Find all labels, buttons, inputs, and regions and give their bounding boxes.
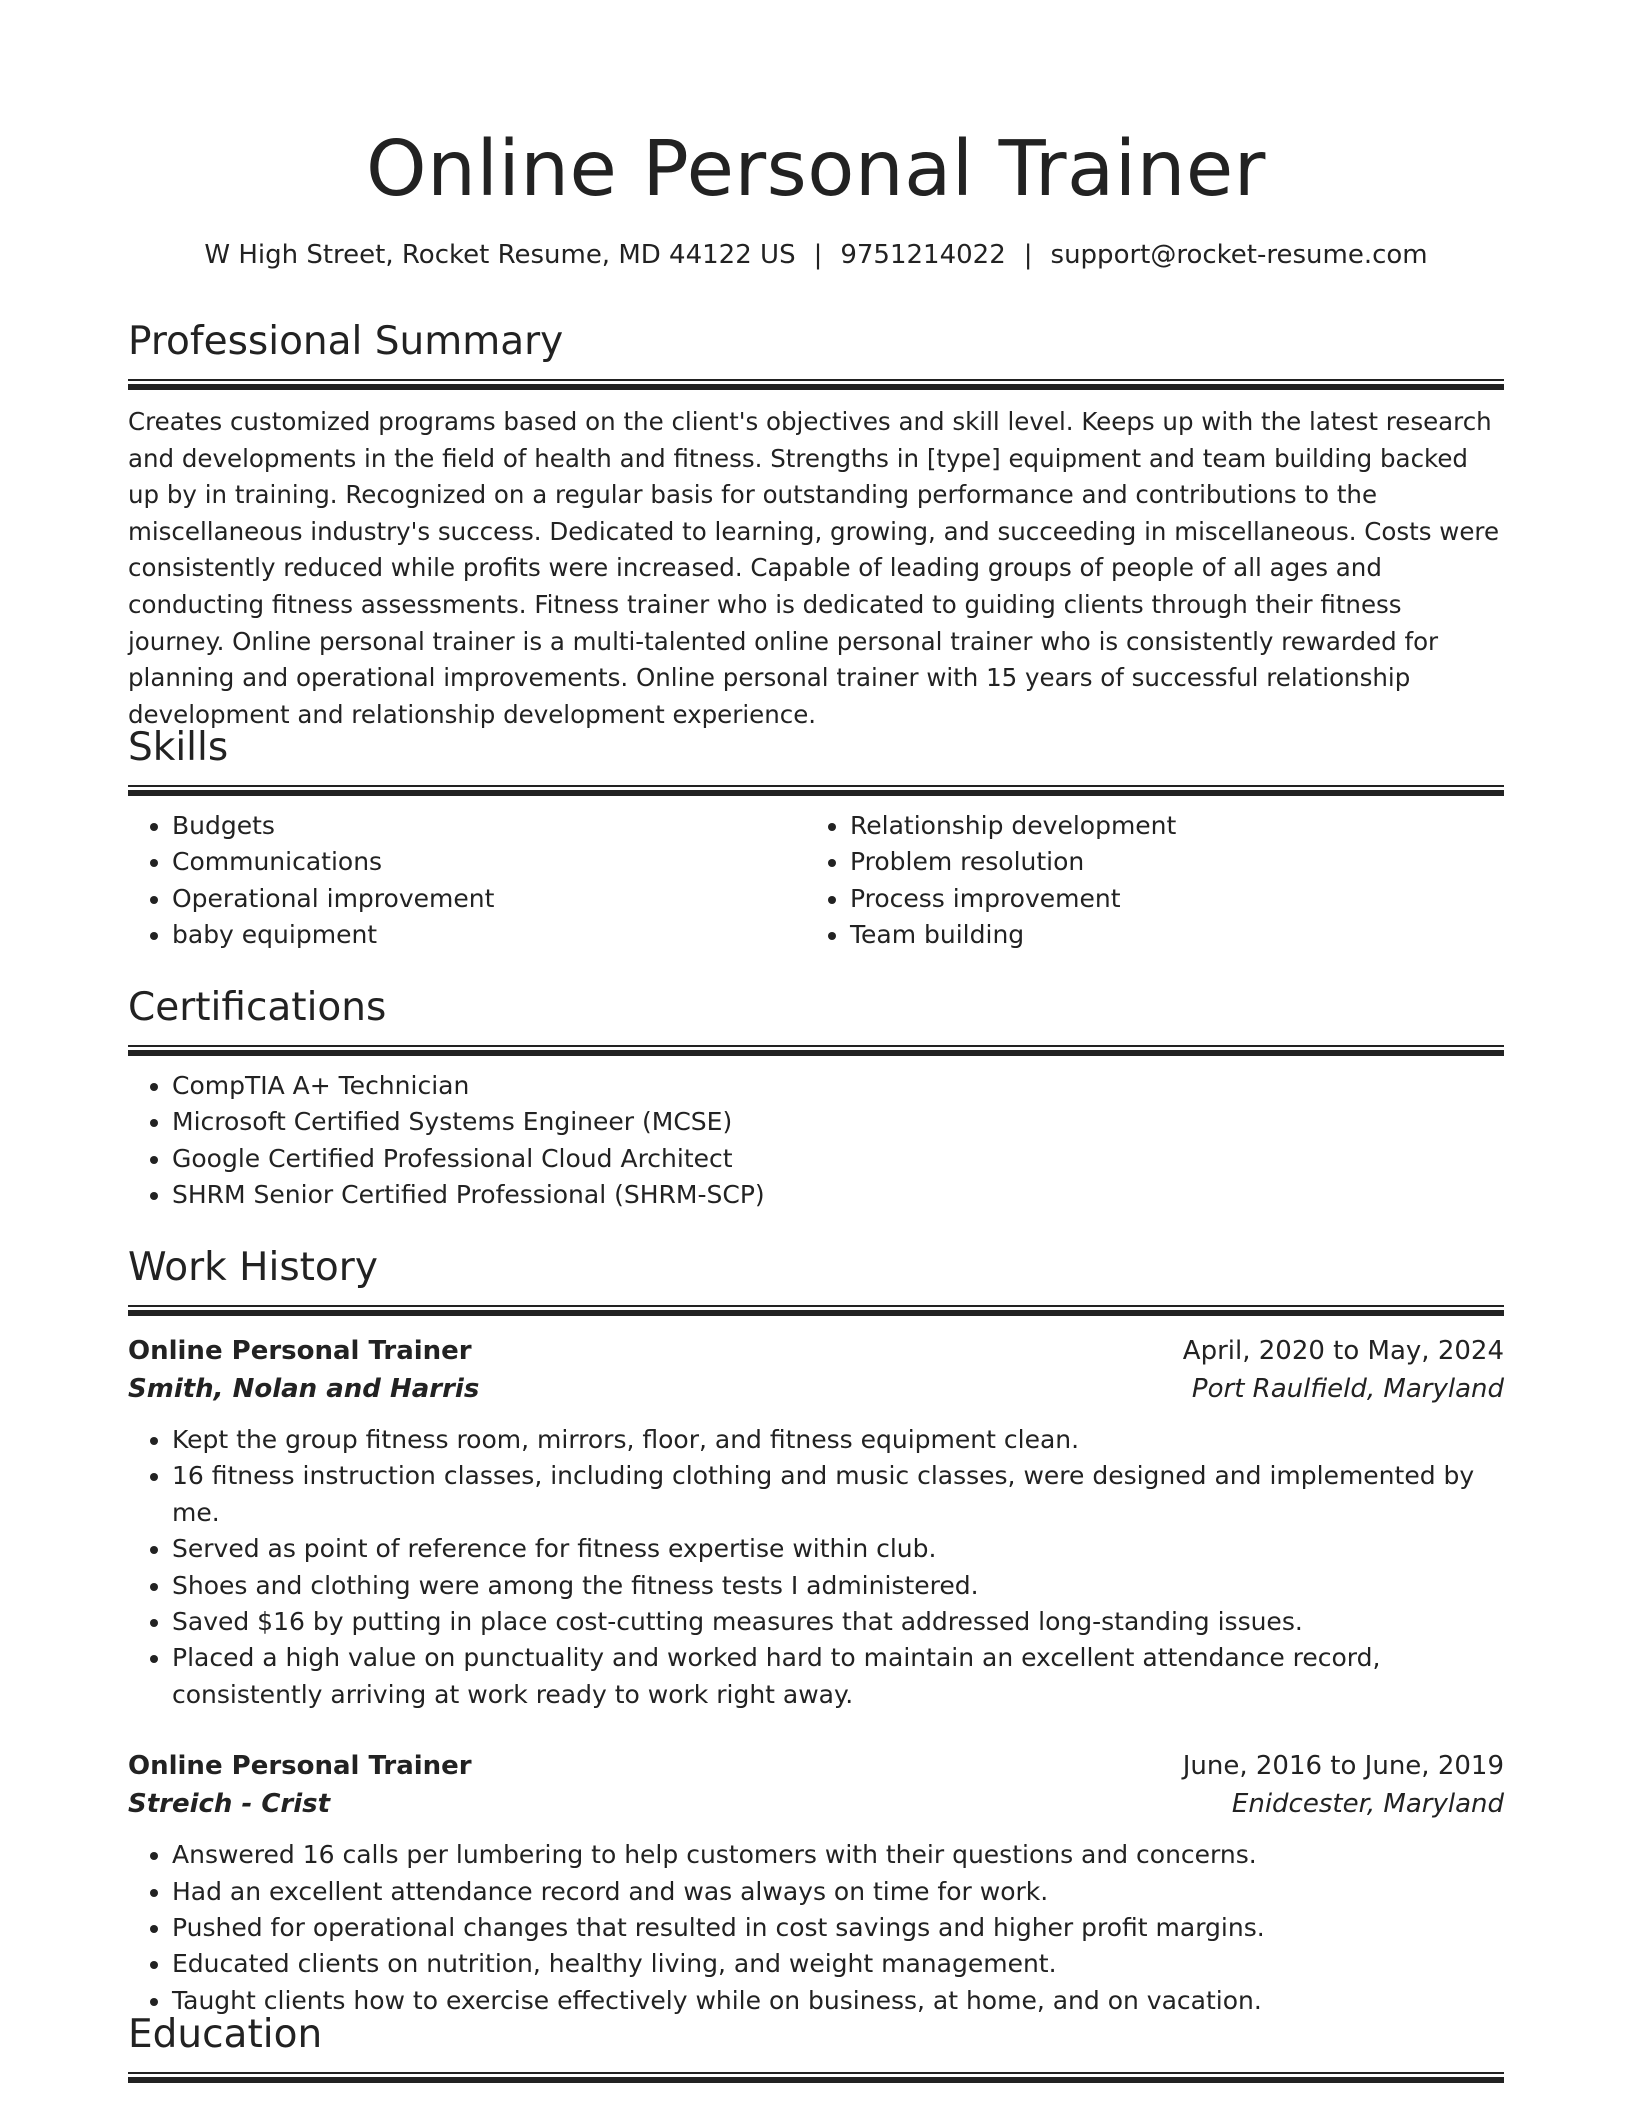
job-duty: • Answered 16 calls per lumbering to help customers with their questions and concerns. xyxy=(172,1837,1504,1873)
job-company: Smith, Nolan and Harris xyxy=(128,1374,480,1404)
certification-item: • CompTIA A+ Technician xyxy=(172,1068,1504,1104)
job-entry xyxy=(128,1332,1504,1713)
job-duty: • Taught clients how to exercise effectively while on business, at home, and on vacation. xyxy=(172,1983,1504,2019)
job-company-row xyxy=(128,1370,1504,1408)
job-duty: • Served as point of reference for fitness expertise within club. xyxy=(172,1531,1504,1567)
section-divider xyxy=(128,379,1504,390)
skill-item: • Process improvement xyxy=(850,881,1484,917)
certifications-section xyxy=(128,984,1504,1214)
skill-item: • baby equipment xyxy=(172,917,806,953)
skills-section xyxy=(128,724,1504,954)
job-entry xyxy=(128,1747,1504,2019)
job-duty: • Pushed for operational changes that resulted in cost savings and higher profit margins. xyxy=(172,1910,1504,1946)
section-title-skills: Skills xyxy=(128,725,229,770)
work-history-section xyxy=(128,1244,1504,2019)
section-title-education: Education xyxy=(128,2012,323,2057)
job-header-row xyxy=(128,1332,1504,1370)
certification-item: • SHRM Senior Certified Professional (SHRM-SCP) xyxy=(172,1177,1504,1213)
skills-column-left xyxy=(128,796,806,954)
contact-separator: | xyxy=(813,240,823,270)
job-duties-list xyxy=(128,1837,1504,2019)
contact-line xyxy=(128,238,1504,272)
certification-item: • Google Certified Professional Cloud Architect xyxy=(172,1141,1504,1177)
job-duty: • Kept the group fitness room, mirrors, floor, and fitness equipment clean. xyxy=(172,1422,1504,1458)
job-location: Enidcester, Maryland xyxy=(1231,1789,1504,1820)
resume-name: Online Personal Trainer xyxy=(366,125,1266,214)
section-title-summary: Professional Summary xyxy=(128,319,564,364)
contact-address: W High Street, Rocket Resume, MD 44122 US xyxy=(204,240,796,270)
job-dates: June, 2016 to June, 2019 xyxy=(1182,1751,1504,1782)
job-title: Online Personal Trainer xyxy=(128,1336,472,1366)
contact-email: support@rocket-resume.com xyxy=(1050,240,1428,270)
section-divider xyxy=(128,1045,1504,1056)
job-duties-list xyxy=(128,1422,1504,1713)
summary-text: Creates customized programs based on the client's objectives and skill level. Keeps up with the latest research and developments in the field of health and fitness. Strengths in [type] equipment and team building backed up by in training. Recognized on a regular basis for outstanding performance and contributions to the miscellaneous industry's success. Dedicated to learning, growing, and succeeding in miscellaneous. Costs were consistently reduced while profits were increased. Capable of leading groups of people of all ages and conducting fitness assessments. Fitness trainer who is dedicated to guiding clients through their fitness journey. Online personal trainer is a multi-talented online personal trainer who is consistently rewarded for planning and operational improvements. Online personal trainer with 15 years of successful relationship development and relationship development experience. xyxy=(128,407,1500,729)
job-duty: • Had an excellent attendance record and was always on time for work. xyxy=(172,1874,1504,1910)
skill-item: • Budgets xyxy=(172,808,806,844)
professional-summary-section xyxy=(128,318,1504,758)
job-header-row xyxy=(128,1747,1504,1785)
job-duty: • Educated clients on nutrition, healthy living, and weight management. xyxy=(172,1946,1504,1982)
skill-item: • Operational improvement xyxy=(172,881,806,917)
skill-item: • Communications xyxy=(172,844,806,880)
section-divider xyxy=(128,1305,1504,1316)
job-duty: • Saved $16 by putting in place cost-cutting measures that addressed long-standing issues. xyxy=(172,1604,1504,1640)
contact-separator: | xyxy=(1023,240,1033,270)
job-company: Streich - Crist xyxy=(128,1789,331,1820)
skills-grid xyxy=(128,796,1504,954)
section-divider xyxy=(128,2072,1504,2083)
job-duty: • Placed a high value on punctuality and worked hard to maintain an excellent attendance record, consistently arriving at work ready to work right away. xyxy=(172,1640,1504,1713)
section-title-work-history: Work History xyxy=(128,1245,378,1290)
skills-list-right xyxy=(806,808,1484,954)
contact-phone: 9751214022 xyxy=(840,240,1006,270)
section-title-certifications: Certifications xyxy=(128,985,387,1030)
job-duty: • 16 fitness instruction classes, including clothing and music classes, were designed and implemented by me. xyxy=(172,1458,1504,1531)
job-company-row xyxy=(128,1785,1504,1823)
resume-page xyxy=(128,0,1504,2057)
skills-column-right xyxy=(806,796,1484,954)
skills-list-left xyxy=(128,808,806,954)
job-location: Port Raulfield, Maryland xyxy=(1191,1374,1504,1404)
job-dates: April, 2020 to May, 2024 xyxy=(1182,1336,1504,1366)
certifications-list xyxy=(128,1068,1504,1214)
job-duty: • Shoes and clothing were among the fitness tests I administered. xyxy=(172,1568,1504,1604)
education-section xyxy=(128,2011,1504,2083)
certification-item: • Microsoft Certified Systems Engineer (MCSE) xyxy=(172,1104,1504,1140)
skill-item: • Team building xyxy=(850,917,1484,953)
skill-item: • Problem resolution xyxy=(850,844,1484,880)
skill-item: • Relationship development xyxy=(850,808,1484,844)
section-divider xyxy=(128,785,1504,796)
job-title: Online Personal Trainer xyxy=(128,1751,472,1782)
